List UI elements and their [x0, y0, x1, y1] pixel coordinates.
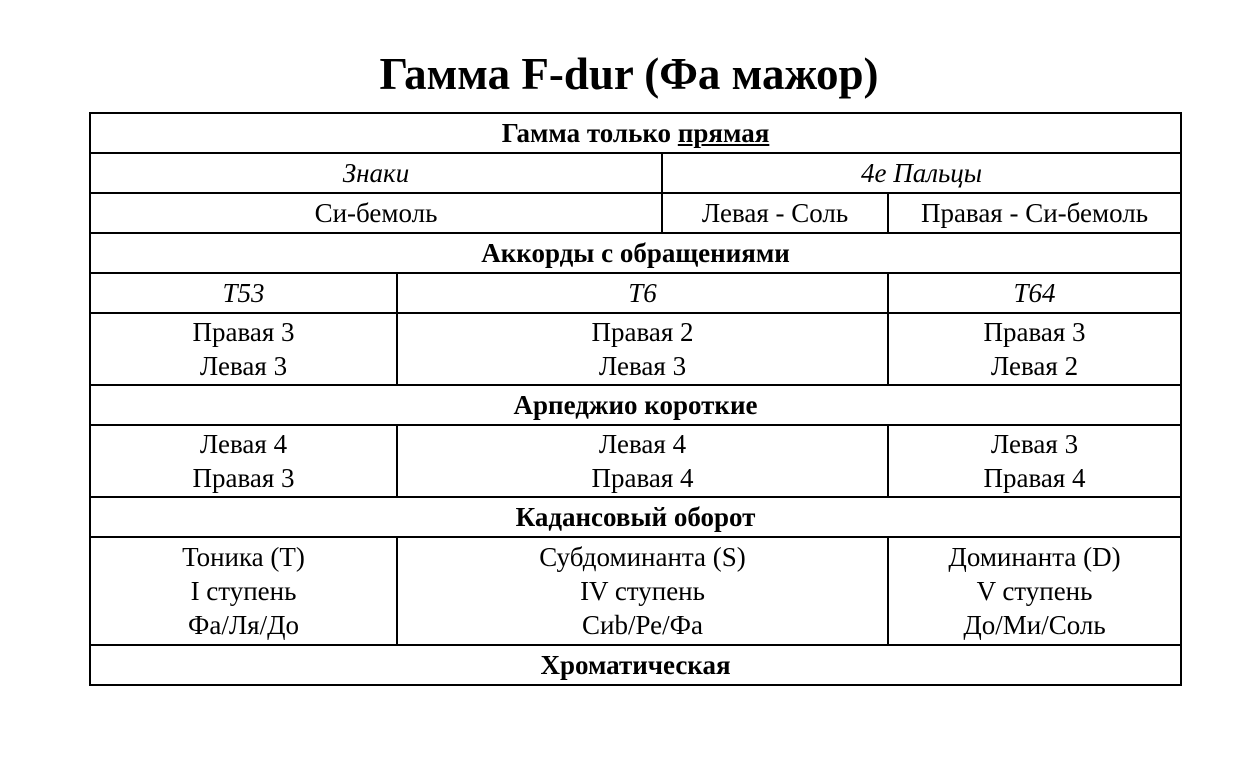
- scale-heading-row: [90, 113, 1181, 153]
- fingering-line: Левая 4: [199, 429, 288, 459]
- scale-heading-prefix: Гамма только: [501, 118, 678, 148]
- fingering-line: Правая 3: [192, 317, 295, 347]
- cadence-cell-subdominant: [397, 537, 888, 645]
- cadence-heading: Кадансовый оборот: [90, 497, 1181, 537]
- cadence-line: I ступень: [190, 576, 297, 606]
- fingering-line: Правая 4: [983, 463, 1086, 493]
- fingering-line: Левая 2: [990, 351, 1079, 381]
- chord-column-t53: T53: [90, 273, 397, 313]
- arpeggio-fingering-row: [90, 425, 1181, 497]
- fingers-header: 4е Пальцы: [662, 153, 1181, 193]
- fingering-line: Правая 3: [192, 463, 295, 493]
- scale-values-row: [90, 193, 1181, 233]
- cadence-line: Фа/Ля/До: [188, 610, 299, 640]
- signs-value: Си-бемоль: [90, 193, 662, 233]
- cadence-row: [90, 537, 1181, 645]
- cadence-line: Сиb/Ре/Фа: [582, 610, 703, 640]
- chord-fingering-cell: [397, 313, 888, 385]
- cadence-line: IV ступень: [580, 576, 705, 606]
- arpeggio-fingering-cell: [397, 425, 888, 497]
- fingering-line: Левая 3: [598, 351, 687, 381]
- scale-subheader-row: [90, 153, 1181, 193]
- chords-columns-row: [90, 273, 1181, 313]
- fingering-line: Правая 4: [591, 463, 694, 493]
- cadence-cell-dominant: [888, 537, 1181, 645]
- finger-left: Левая - Соль: [662, 193, 888, 233]
- arpeggio-fingering-cell: [90, 425, 397, 497]
- chords-heading: Аккорды с обращениями: [90, 233, 1181, 273]
- chord-column-t64: T64: [888, 273, 1181, 313]
- scale-table: [89, 112, 1182, 686]
- cadence-cell-tonic: [90, 537, 397, 645]
- chords-heading-row: [90, 233, 1181, 273]
- cadence-line: V ступень: [976, 576, 1093, 606]
- finger-right: Правая - Си-бемоль: [888, 193, 1181, 233]
- cadence-heading-row: [90, 497, 1181, 537]
- cadence-line: Доминанта (D): [948, 542, 1121, 572]
- arpeggio-heading: Арпеджио короткие: [90, 385, 1181, 425]
- page-title: Гамма F-dur (Фа мажор): [379, 49, 879, 99]
- fingering-line: Правая 2: [591, 317, 694, 347]
- signs-header: Знаки: [90, 153, 662, 193]
- arpeggio-heading-row: [90, 385, 1181, 425]
- chord-column-t6: T6: [397, 273, 888, 313]
- scale-heading-emphasis: прямая: [677, 118, 770, 148]
- fingering-line: Левая 3: [199, 351, 288, 381]
- arpeggio-fingering-cell: [888, 425, 1181, 497]
- fingering-line: Левая 4: [598, 429, 687, 459]
- chord-fingering-cell: [888, 313, 1181, 385]
- chromatic-heading: Хроматическая: [90, 645, 1181, 685]
- fingering-line: Левая 3: [990, 429, 1079, 459]
- cadence-line: До/Ми/Соль: [963, 610, 1106, 640]
- chord-fingering-cell: [90, 313, 397, 385]
- cadence-line: Субдоминанта (S): [539, 542, 746, 572]
- fingering-line: Правая 3: [983, 317, 1086, 347]
- cadence-line: Тоника (T): [182, 542, 305, 572]
- scale-heading: [90, 113, 1181, 153]
- chords-fingering-row: [90, 313, 1181, 385]
- chromatic-heading-row: [90, 645, 1181, 685]
